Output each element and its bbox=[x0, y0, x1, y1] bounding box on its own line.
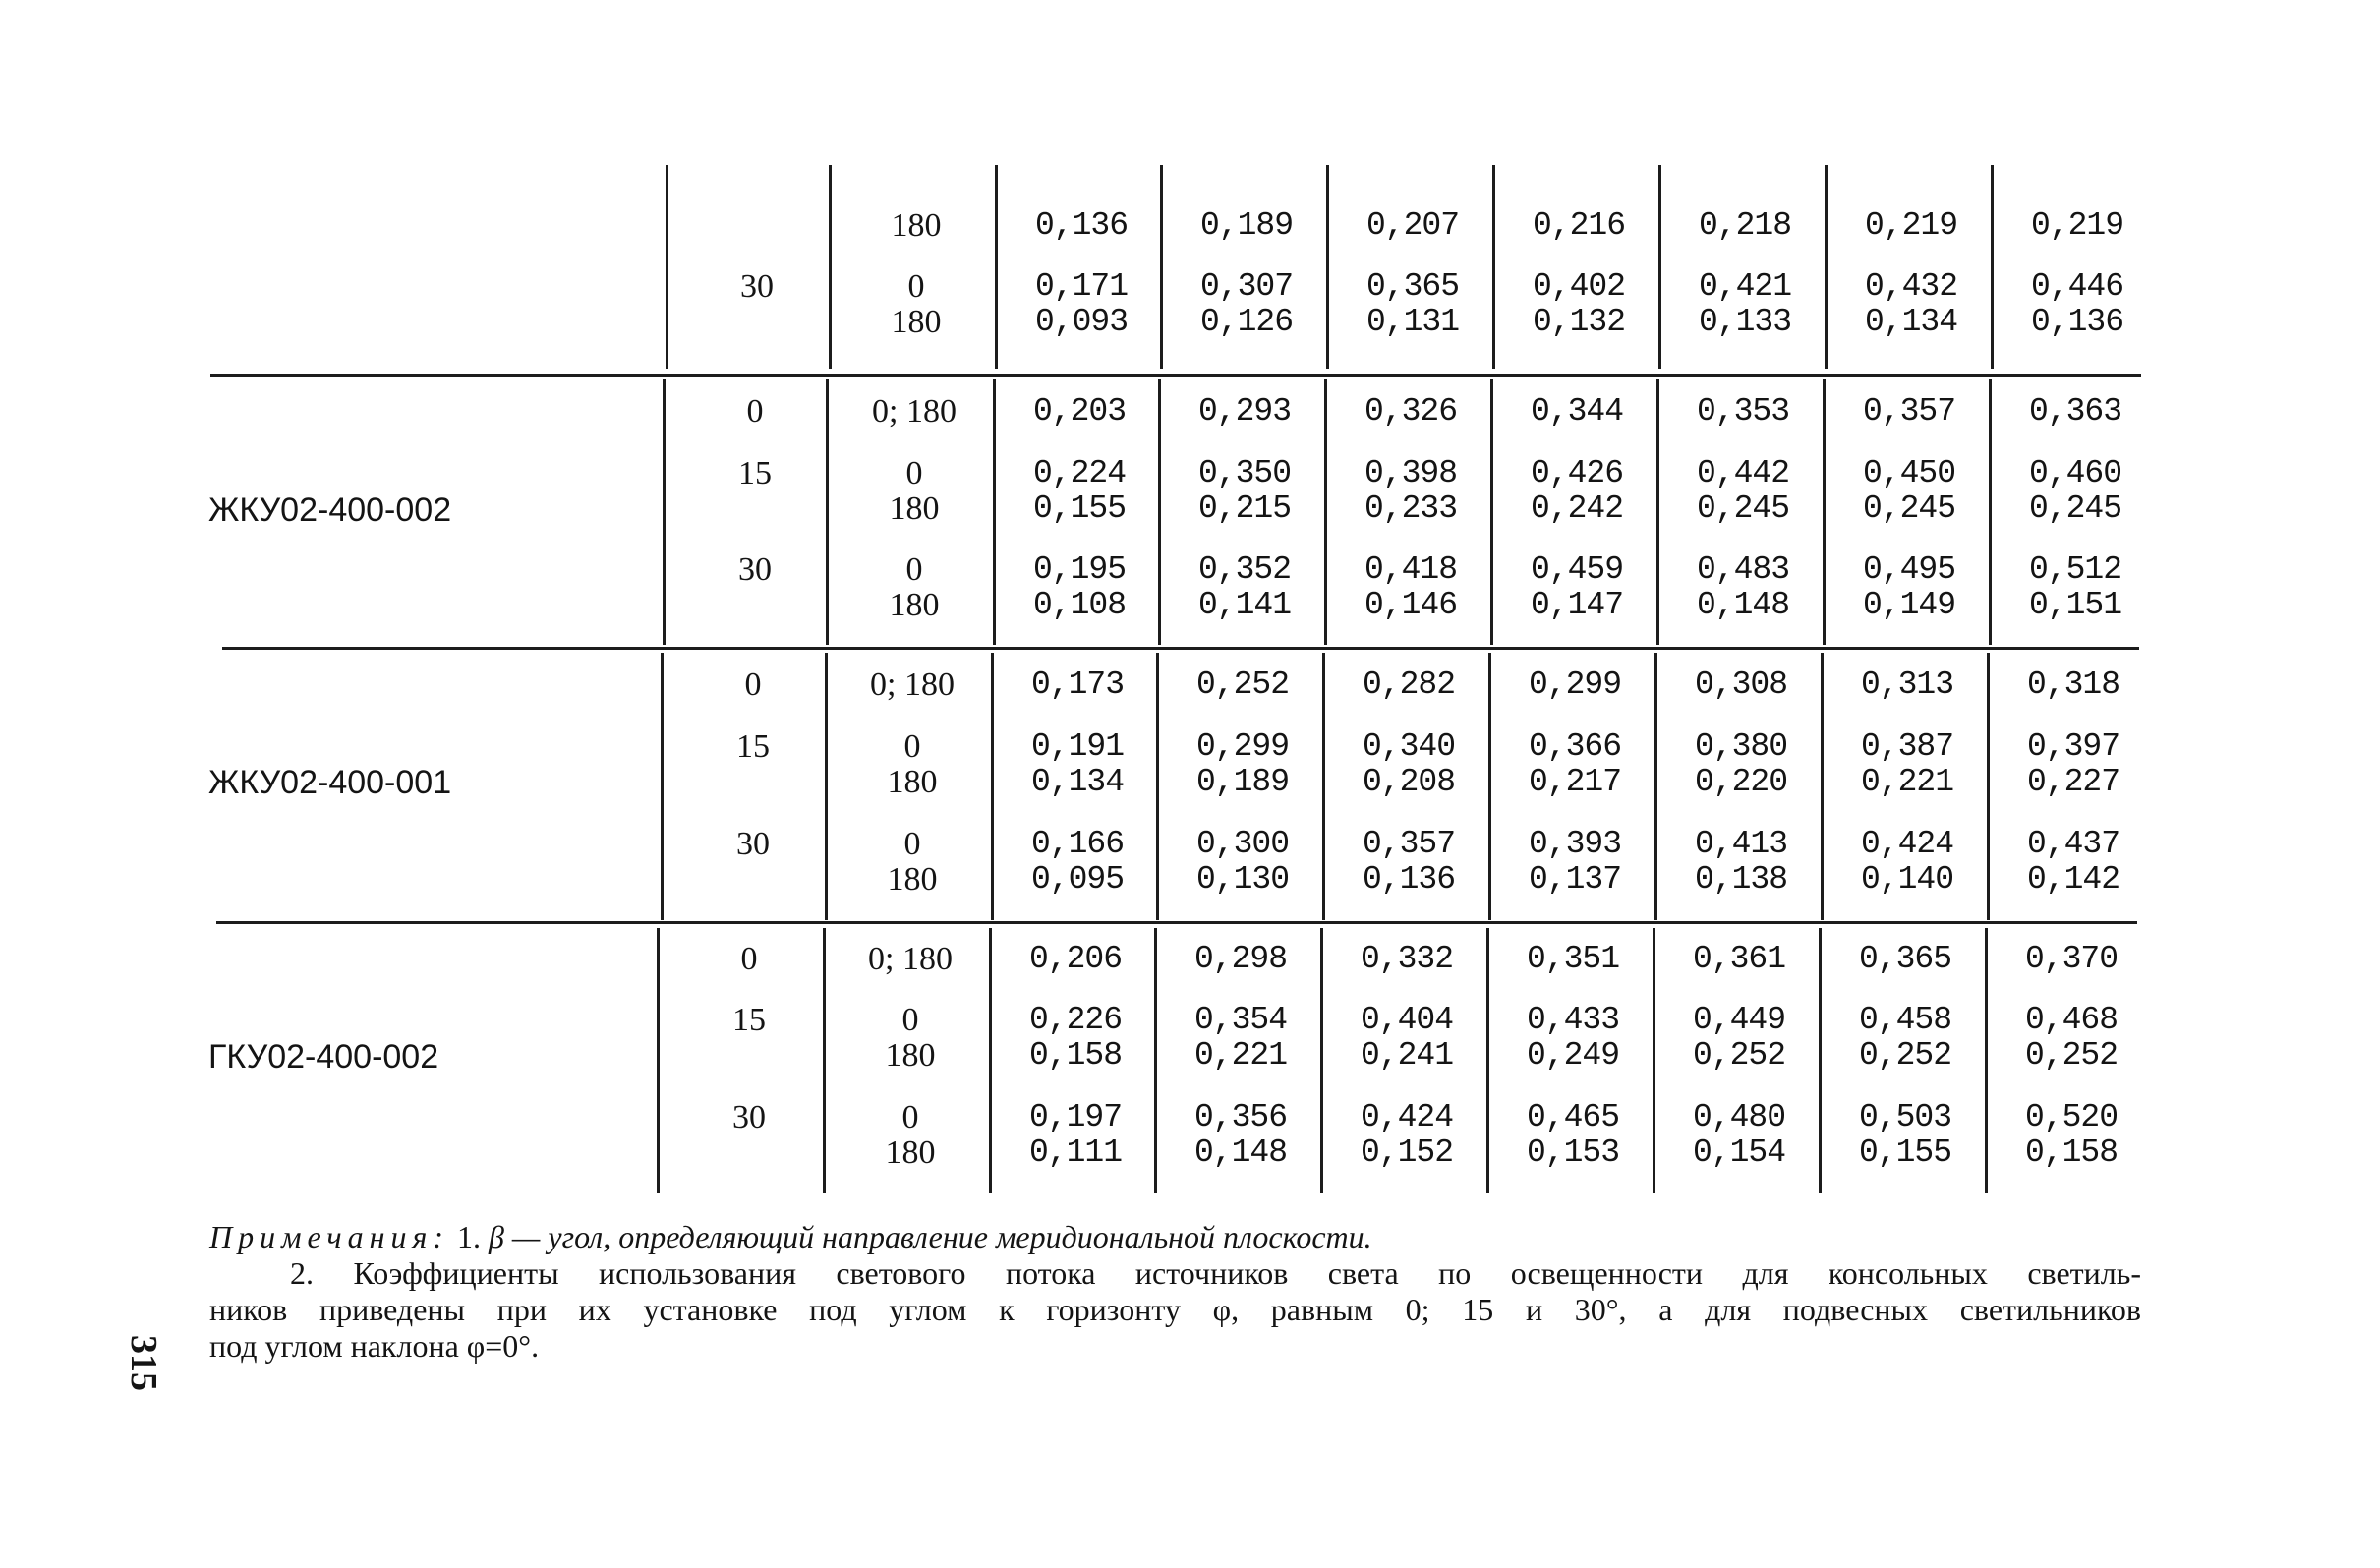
angle-cell: 0 bbox=[744, 667, 762, 703]
angle-cell bbox=[688, 303, 826, 342]
column-rule bbox=[823, 928, 826, 1193]
column-rule bbox=[989, 928, 992, 1193]
value-cell: 0,293 bbox=[1197, 393, 1292, 430]
value-cell: 0,215 bbox=[1197, 491, 1292, 527]
note-1 bbox=[209, 1219, 2141, 1255]
value-cell: 0,134 bbox=[1864, 304, 1958, 340]
value-cell: 0,203 bbox=[1032, 393, 1127, 430]
value-cell: 0,512 bbox=[2028, 552, 2122, 588]
value-cell: 0,418 bbox=[1364, 552, 1458, 588]
value-cell: 0,158 bbox=[2024, 1134, 2119, 1171]
value-cell: 0,252 bbox=[1858, 1037, 1952, 1074]
value-cell: 0,141 bbox=[1197, 587, 1292, 623]
value-cell: 0,282 bbox=[1362, 667, 1456, 703]
column-rule bbox=[1322, 653, 1325, 920]
value-cell: 0,208 bbox=[1362, 764, 1456, 800]
value-cell: 0,153 bbox=[1526, 1134, 1620, 1171]
value-cell: 0,131 bbox=[1365, 304, 1460, 340]
value-cell: 0,483 bbox=[1696, 552, 1790, 588]
column-rule bbox=[1656, 379, 1659, 645]
value-cell: 0,151 bbox=[2028, 587, 2122, 623]
angle-cell: 15 bbox=[736, 728, 770, 765]
notes-block bbox=[209, 1219, 2141, 1365]
lamp-type-label: ЖКУ02-400-002 bbox=[208, 492, 452, 529]
value-cell: 0,136 bbox=[1034, 207, 1129, 244]
value-cell: 0,155 bbox=[1858, 1134, 1952, 1171]
beta-cell: 0; 180 bbox=[870, 667, 955, 703]
value-cell: 0,249 bbox=[1526, 1037, 1620, 1074]
value-cell: 0,308 bbox=[1694, 667, 1788, 703]
value-cell: 0,404 bbox=[1360, 1002, 1454, 1038]
value-cell: 0,206 bbox=[1028, 941, 1123, 977]
value-cell: 0,458 bbox=[1858, 1002, 1952, 1038]
value-cell: 0,442 bbox=[1696, 455, 1790, 492]
value-cell: 0,245 bbox=[2028, 491, 2122, 527]
value-cell: 0,365 bbox=[1858, 941, 1952, 977]
value-cell: 0,217 bbox=[1528, 764, 1622, 800]
value-cell: 0,356 bbox=[1193, 1099, 1288, 1135]
value-cell: 0,148 bbox=[1696, 587, 1790, 623]
column-rule bbox=[1492, 165, 1495, 369]
beta-cell: 180 bbox=[885, 1037, 936, 1074]
value-cell: 0,137 bbox=[1528, 861, 1622, 898]
note-1-number: 1. bbox=[456, 1219, 481, 1254]
value-cell: 0,446 bbox=[2030, 268, 2124, 305]
value-cell: 0,147 bbox=[1530, 587, 1624, 623]
value-cell: 0,233 bbox=[1364, 491, 1458, 527]
column-rule bbox=[1326, 165, 1329, 369]
angle-cell: 30 bbox=[736, 826, 770, 862]
value-cell: 0,300 bbox=[1195, 826, 1290, 862]
column-rule bbox=[825, 653, 828, 920]
angle-cell bbox=[684, 763, 822, 802]
value-cell: 0,241 bbox=[1360, 1037, 1454, 1074]
value-cell: 0,363 bbox=[2028, 393, 2122, 430]
column-rule bbox=[826, 379, 829, 645]
beta-cell: 180 bbox=[887, 861, 938, 898]
beta-cell: 0 bbox=[903, 728, 921, 765]
value-cell: 0,219 bbox=[2030, 207, 2124, 244]
column-rule bbox=[1486, 928, 1489, 1193]
column-rule bbox=[657, 928, 660, 1193]
value-cell: 0,468 bbox=[2024, 1002, 2119, 1038]
value-cell: 0,224 bbox=[1032, 455, 1127, 492]
value-cell: 0,146 bbox=[1364, 587, 1458, 623]
angle-cell: 15 bbox=[738, 455, 772, 492]
beta-cell: 180 bbox=[889, 587, 940, 623]
value-cell: 0,313 bbox=[1860, 667, 1954, 703]
column-rule bbox=[1658, 165, 1661, 369]
value-cell: 0,218 bbox=[1698, 207, 1792, 244]
value-cell: 0,221 bbox=[1860, 764, 1954, 800]
column-rule bbox=[1324, 379, 1327, 645]
note-2-line: ников приведены при их установке под углом к горизонту φ, равным 0; 15 и 30°, а для подвесных светильников bbox=[209, 1292, 2141, 1327]
lamp-type-label: ЖКУ02-400-001 bbox=[208, 764, 452, 801]
value-cell: 0,173 bbox=[1030, 667, 1125, 703]
value-cell: 0,136 bbox=[2030, 304, 2124, 340]
beta-cell: 0 bbox=[905, 455, 923, 492]
value-cell: 0,142 bbox=[2026, 861, 2120, 898]
beta-cell: 0 bbox=[901, 1099, 919, 1135]
angle-cell: 15 bbox=[732, 1002, 766, 1038]
value-cell: 0,520 bbox=[2024, 1099, 2119, 1135]
column-rule bbox=[1991, 165, 1994, 369]
value-cell: 0,398 bbox=[1364, 455, 1458, 492]
value-cell: 0,432 bbox=[1864, 268, 1958, 305]
value-cell: 0,465 bbox=[1526, 1099, 1620, 1135]
value-cell: 0,387 bbox=[1860, 728, 1954, 765]
value-cell: 0,326 bbox=[1364, 393, 1458, 430]
beta-cell: 0 bbox=[901, 1002, 919, 1038]
angle-cell: 0 bbox=[746, 393, 764, 430]
value-cell: 0,298 bbox=[1193, 941, 1288, 977]
value-cell: 0,332 bbox=[1360, 941, 1454, 977]
value-cell: 0,095 bbox=[1030, 861, 1125, 898]
column-rule bbox=[1488, 653, 1491, 920]
value-cell: 0,503 bbox=[1858, 1099, 1952, 1135]
value-cell: 0,413 bbox=[1694, 826, 1788, 862]
value-cell: 0,299 bbox=[1528, 667, 1622, 703]
column-rule bbox=[1825, 165, 1828, 369]
value-cell: 0,424 bbox=[1860, 826, 1954, 862]
value-cell: 0,351 bbox=[1526, 941, 1620, 977]
value-cell: 0,220 bbox=[1694, 764, 1788, 800]
group-separator bbox=[222, 647, 2139, 650]
value-cell: 0,350 bbox=[1197, 455, 1292, 492]
beta-cell: 0; 180 bbox=[872, 393, 957, 430]
beta-cell: 0; 180 bbox=[868, 941, 953, 977]
column-rule bbox=[1158, 379, 1161, 645]
value-cell: 0,189 bbox=[1195, 764, 1290, 800]
column-rule bbox=[1989, 379, 1992, 645]
value-cell: 0,449 bbox=[1692, 1002, 1786, 1038]
value-cell: 0,171 bbox=[1034, 268, 1129, 305]
value-cell: 0,152 bbox=[1360, 1134, 1454, 1171]
value-cell: 0,433 bbox=[1526, 1002, 1620, 1038]
column-rule bbox=[829, 165, 832, 369]
value-cell: 0,366 bbox=[1528, 728, 1622, 765]
group-separator bbox=[216, 921, 2137, 924]
value-cell: 0,393 bbox=[1528, 826, 1622, 862]
value-cell: 0,158 bbox=[1028, 1037, 1123, 1074]
column-rule bbox=[1320, 928, 1323, 1193]
beta-cell: 0 bbox=[907, 268, 925, 305]
column-rule bbox=[993, 379, 996, 645]
column-rule bbox=[1985, 928, 1988, 1193]
column-rule bbox=[1987, 653, 1990, 920]
value-cell: 0,132 bbox=[1532, 304, 1626, 340]
value-cell: 0,354 bbox=[1193, 1002, 1288, 1038]
angle-cell: 0 bbox=[740, 941, 758, 977]
value-cell: 0,138 bbox=[1694, 861, 1788, 898]
value-cell: 0,242 bbox=[1530, 491, 1624, 527]
value-cell: 0,140 bbox=[1860, 861, 1954, 898]
note-1-text: β — угол, определяющий направление меридиональной плоскости. bbox=[488, 1219, 1372, 1254]
value-cell: 0,318 bbox=[2026, 667, 2120, 703]
value-cell: 0,093 bbox=[1034, 304, 1129, 340]
angle-cell: 30 bbox=[740, 268, 774, 305]
value-cell: 0,195 bbox=[1032, 552, 1127, 588]
value-cell: 0,207 bbox=[1365, 207, 1460, 244]
value-cell: 0,245 bbox=[1862, 491, 1956, 527]
value-cell: 0,370 bbox=[2024, 941, 2119, 977]
value-cell: 0,155 bbox=[1032, 491, 1127, 527]
column-rule bbox=[995, 165, 998, 369]
value-cell: 0,299 bbox=[1195, 728, 1290, 765]
group-separator bbox=[210, 374, 2141, 377]
value-cell: 0,166 bbox=[1030, 826, 1125, 862]
angle-cell bbox=[686, 490, 824, 529]
value-cell: 0,136 bbox=[1362, 861, 1456, 898]
value-cell: 0,307 bbox=[1199, 268, 1294, 305]
value-cell: 0,216 bbox=[1532, 207, 1626, 244]
value-cell: 0,221 bbox=[1193, 1037, 1288, 1074]
beta-cell: 180 bbox=[889, 491, 940, 527]
value-cell: 0,480 bbox=[1692, 1099, 1786, 1135]
lamp-type-label: ГКУ02-400-002 bbox=[208, 1038, 439, 1075]
column-rule bbox=[1653, 928, 1655, 1193]
value-cell: 0,437 bbox=[2026, 826, 2120, 862]
column-rule bbox=[1156, 653, 1159, 920]
column-rule bbox=[1821, 653, 1824, 920]
value-cell: 0,340 bbox=[1362, 728, 1456, 765]
angle-cell: 30 bbox=[732, 1099, 766, 1135]
column-rule bbox=[991, 653, 994, 920]
value-cell: 0,424 bbox=[1360, 1099, 1454, 1135]
value-cell: 0,353 bbox=[1696, 393, 1790, 430]
value-cell: 0,460 bbox=[2028, 455, 2122, 492]
beta-cell: 180 bbox=[885, 1134, 936, 1171]
column-rule bbox=[1654, 653, 1657, 920]
value-cell: 0,245 bbox=[1696, 491, 1790, 527]
value-cell: 0,191 bbox=[1030, 728, 1125, 765]
angle-cell bbox=[680, 1133, 818, 1173]
value-cell: 0,197 bbox=[1028, 1099, 1123, 1135]
value-cell: 0,154 bbox=[1692, 1134, 1786, 1171]
value-cell: 0,226 bbox=[1028, 1002, 1123, 1038]
value-cell: 0,402 bbox=[1532, 268, 1626, 305]
value-cell: 0,361 bbox=[1692, 941, 1786, 977]
column-rule bbox=[666, 165, 668, 369]
column-rule bbox=[1819, 928, 1822, 1193]
value-cell: 0,189 bbox=[1199, 207, 1294, 244]
beta-cell: 180 bbox=[887, 764, 938, 800]
beta-cell: 0 bbox=[905, 552, 923, 588]
value-cell: 0,450 bbox=[1862, 455, 1956, 492]
column-rule bbox=[663, 379, 666, 645]
value-cell: 0,252 bbox=[2024, 1037, 2119, 1074]
value-cell: 0,219 bbox=[1864, 207, 1958, 244]
value-cell: 0,227 bbox=[2026, 764, 2120, 800]
value-cell: 0,344 bbox=[1530, 393, 1624, 430]
notes-title: Примечания: bbox=[209, 1219, 449, 1254]
column-rule bbox=[661, 653, 664, 920]
angle-cell bbox=[680, 1036, 818, 1075]
value-cell: 0,357 bbox=[1362, 826, 1456, 862]
column-rule bbox=[1160, 165, 1163, 369]
angle-cell bbox=[684, 860, 822, 900]
value-cell: 0,352 bbox=[1197, 552, 1292, 588]
column-rule bbox=[1154, 928, 1157, 1193]
angle-cell bbox=[686, 586, 824, 625]
value-cell: 0,459 bbox=[1530, 552, 1624, 588]
value-cell: 0,252 bbox=[1692, 1037, 1786, 1074]
column-rule bbox=[1823, 379, 1826, 645]
value-cell: 0,148 bbox=[1193, 1134, 1288, 1171]
value-cell: 0,397 bbox=[2026, 728, 2120, 765]
beta-cell: 180 bbox=[891, 207, 942, 244]
note-2-line: 2. Коэффициенты использования светового потока источников света по освещенности для консольных светиль- bbox=[290, 1255, 2141, 1291]
value-cell: 0,380 bbox=[1694, 728, 1788, 765]
angle-cell: 30 bbox=[738, 552, 772, 588]
page-number: 315 bbox=[123, 1335, 164, 1391]
value-cell: 0,126 bbox=[1199, 304, 1294, 340]
value-cell: 0,252 bbox=[1195, 667, 1290, 703]
beta-cell: 180 bbox=[891, 304, 942, 340]
value-cell: 0,133 bbox=[1698, 304, 1792, 340]
value-cell: 0,495 bbox=[1862, 552, 1956, 588]
value-cell: 0,130 bbox=[1195, 861, 1290, 898]
value-cell: 0,134 bbox=[1030, 764, 1125, 800]
value-cell: 0,111 bbox=[1028, 1134, 1123, 1171]
value-cell: 0,421 bbox=[1698, 268, 1792, 305]
value-cell: 0,108 bbox=[1032, 587, 1127, 623]
column-rule bbox=[1490, 379, 1493, 645]
value-cell: 0,365 bbox=[1365, 268, 1460, 305]
beta-cell: 0 bbox=[903, 826, 921, 862]
value-cell: 0,357 bbox=[1862, 393, 1956, 430]
value-cell: 0,426 bbox=[1530, 455, 1624, 492]
angle-cell bbox=[688, 206, 826, 246]
value-cell: 0,149 bbox=[1862, 587, 1956, 623]
note-2-line: под углом наклона φ=0°. bbox=[209, 1328, 540, 1364]
